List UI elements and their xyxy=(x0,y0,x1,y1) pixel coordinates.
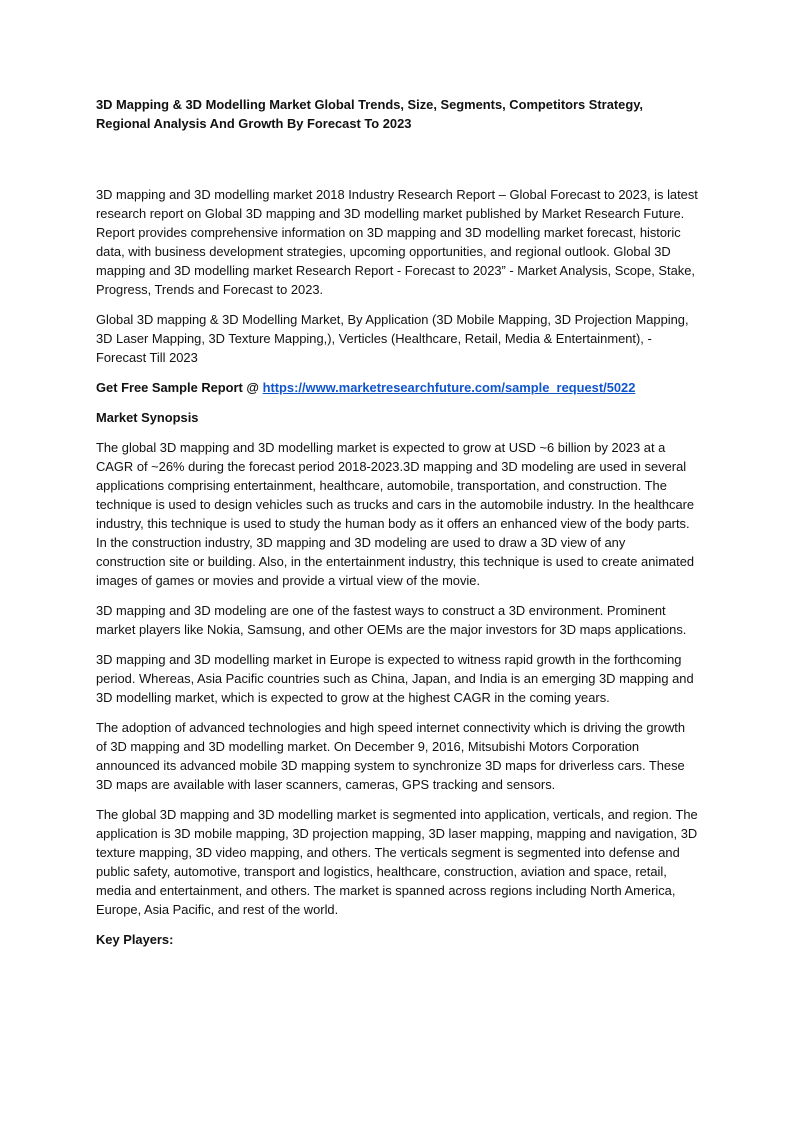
intro-paragraph: 3D mapping and 3D modelling market 2018 Industry Research Report – Global Forecast to 2023, is latest research report on Global 3D mapping and 3D modelling market published by Market Research Future. Report provides comprehensive information on 3D mapping and 3D modelling market forecast, historic data, with business development strategies, upcoming opportunities, and regional outlook. Global 3D mapping and 3D modelling market Research Report - Forecast to 2023” - Market Analysis, Scope, Stake, Progress, Trends and Forecast to 2023. xyxy=(96,187,698,297)
sample-report-link[interactable]: https://www.marketresearchfuture.com/sample_request/5022 xyxy=(262,380,636,395)
sample-report-label: Get Free Sample Report @ xyxy=(96,380,263,395)
sample-report-line xyxy=(96,378,698,397)
synopsis-paragraph-3: 3D mapping and 3D modelling market in Europe is expected to witness rapid growth in the forthcoming period. Whereas, Asia Pacific countries such as China, Japan, and India is an emerging 3D mapping and 3D modelling market, which is expected to grow at the highest CAGR in the coming years. xyxy=(96,652,694,705)
synopsis-paragraph-4: The adoption of advanced technologies and high speed internet connectivity which is driving the growth of 3D mapping and 3D modelling market. On December 9, 2016, Mitsubishi Motors Corporation announced its advanced mobile 3D mapping system to synchronize 3D maps for driverless cars. These 3D maps are available with laser scanners, cameras, GPS tracking and sensors. xyxy=(96,720,686,792)
scope-paragraph: Global 3D mapping & 3D Modelling Market, By Application (3D Mobile Mapping, 3D Projection Mapping, 3D Laser Mapping, 3D Texture Mapping,), Verticles (Healthcare, Retail, Media & Entertainment), - Forecast Till 2023 xyxy=(96,312,689,365)
key-players-heading: Key Players: xyxy=(96,932,174,947)
synopsis-paragraph-1: The global 3D mapping and 3D modelling market is expected to grow at USD ~6 billion by 2023 at a CAGR of ~26% during the forecast period 2018-2023.3D mapping and 3D modeling are used in several applications comprising entertainment, healthcare, automobile, transportation, and construction. The technique is used to design vehicles such as trucks and cars in the automobile industry. In the healthcare industry, this technique is used to study the human body as it offers an enhanced view of the body parts. In the construction industry, 3D mapping and 3D modeling are used to draw a 3D view of any construction site or building. Also, in the entertainment industry, this technique is used to create animated images of games or movies and provide a virtual view of the movie. xyxy=(96,440,695,588)
market-synopsis-heading: Market Synopsis xyxy=(96,410,199,425)
synopsis-paragraph-5: The global 3D mapping and 3D modelling market is segmented into application, verticals, and region. The application is 3D mobile mapping, 3D projection mapping, 3D laser mapping, mapping and navigation, 3D texture mapping, 3D video mapping, and others. The verticals segment is segmented into defense and public safety, automotive, transport and logistics, healthcare, construction, aviation and space, retail, media and entertainment, and others. The market is spanned across regions including North America, Europe, Asia Pacific, and rest of the world. xyxy=(96,807,698,917)
synopsis-paragraph-2: 3D mapping and 3D modeling are one of the fastest ways to construct a 3D environment. Prominent market players like Nokia, Samsung, and other OEMs are the major investors for 3D maps applications. xyxy=(96,603,687,637)
document-title: 3D Mapping & 3D Modelling Market Global Trends, Size, Segments, Competitors Strategy, Regional Analysis And Growth By Forecast To 2023 xyxy=(96,97,643,131)
